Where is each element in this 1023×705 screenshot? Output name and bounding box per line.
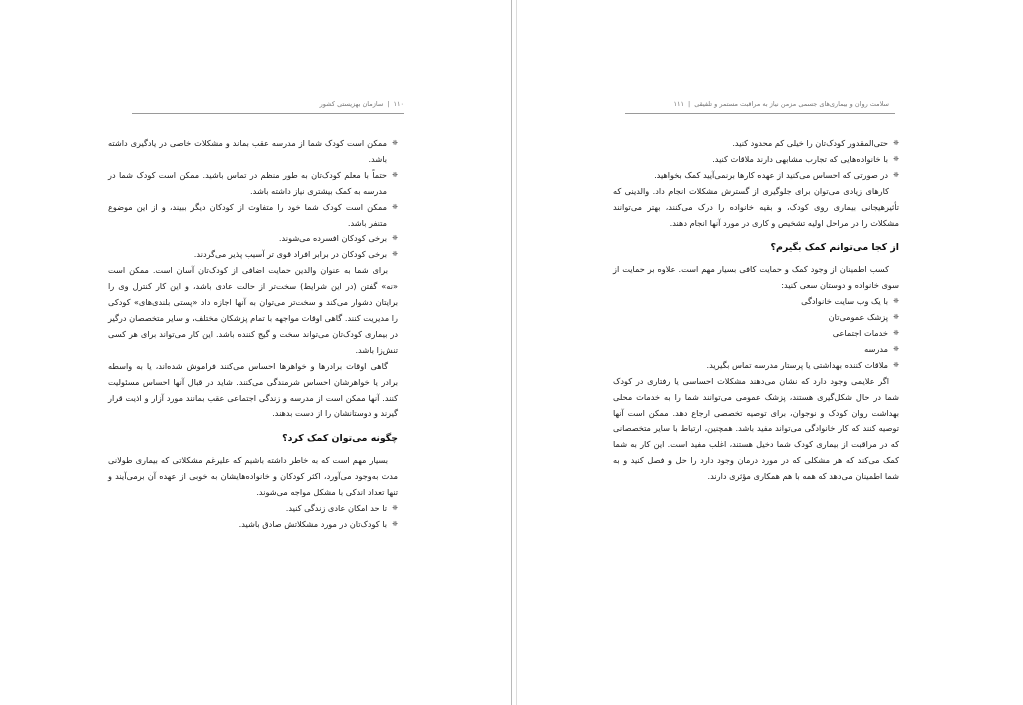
bullet-item: ❈ برخی کودکان در برابر افراد قوی تر آسیب پذیر می‌گردند. bbox=[108, 247, 398, 263]
left-page bbox=[0, 0, 511, 705]
section-heading: چگونه می‌توان کمک کرد؟ bbox=[282, 433, 398, 445]
left-header-separator: | bbox=[387, 100, 390, 108]
bullet-item: ❈ برخی کودکان افسرده می‌شوند. bbox=[108, 231, 398, 247]
bullet-item: ❈ ممکن است کودک شما از مدرسه عقب بماند و مشکلات خاصی در یادگیری داشته باشد. bbox=[108, 136, 398, 168]
paragraph: کسب اطمینان از وجود کمک و حمایت کافی بسیار مهم است. علاوه بر حمایت از سوی خانواده و دوستان سعی کنید: bbox=[613, 264, 899, 291]
bullet-item: ❈ حتی‌المقدور کودک‌تان را خیلی کم محدود کنید. bbox=[613, 136, 899, 152]
left-header-rule bbox=[132, 113, 404, 114]
bullet-item: ❈ حتماً با معلم کودک‌تان به طور منظم در تماس باشید. ممکن است کودک شما در مدرسه به کمک بیشتری نیاز داشته باشد. bbox=[108, 168, 398, 200]
left-page-header bbox=[132, 98, 404, 110]
paragraph: گاهی اوقات برادرها و خواهرها احساس می‌کنند فراموش شده‌اند، یا به واسطه برادر یا خواهرشان احساس شرمندگی می‌کنند. شاید در قبال آنها احساس مسئولیت کنند. آنها ممکن است از مدرسه و زندگی اجتماعی عقب بمانند مورد آزار و اذیت قرار گیرند و دوستانشان را از دست بدهند. bbox=[108, 360, 398, 419]
paragraph: اگر علایمی وجود دارد که نشان می‌دهند مشکلات احساسی یا رفتاری در کودک شما در حال شکل‌گیری هستند، پزشک عمومی می‌توانند شما را به خدمات محلی بهداشت روان کودک و نوجوان، برای توصیه تخصصی ارجاع دهد. ممکن است آنها توصیه کنند که کار خانوادگی می‌تواند مفید باشد. همچنین، ارتباط با سایر متخصصانی که در مراقبت از بیماری کودک شما دخیل هستند، اغلب مفید است. این کار به شما کمک می‌کند که هر مشکلی که در مورد درمان وجود دارد را حل و فصل کنید و به شما اطمینان می‌دهد که همه با هم همکاری مؤثری دارند. bbox=[613, 375, 899, 482]
right-page bbox=[517, 0, 1023, 705]
bullet-item: ❈ با خانواده‌هایی که تجارب مشابهی دارند ملاقات کنید. bbox=[613, 152, 899, 168]
paragraph: بسیار مهم است که به خاطر داشته باشیم که علیرغم مشکلاتی که بیماری طولانی مدت به‌وجود می‌آورد، اکثر کودکان و خانواده‌هایشان به خوبی از عهده آن برمی‌آیند و تنها تعداد اندکی با مشکل مواجه می‌شوند. bbox=[108, 455, 398, 498]
section-heading: از کجا می‌توانم کمک بگیرم؟ bbox=[770, 242, 899, 254]
bullet-item: ❈ مدرسه bbox=[613, 342, 899, 358]
paragraph: برای شما به عنوان والدین حمایت اضافی از کودک‌تان آسان است. ممکن است «نه» گفتن (در این شرایط) سخت‌تر از حالت عادی باشد، و این کار کنترل وی را برایتان دشوار می‌کند و سخت‌تر می‌توان به آنها اجازه داد «پستی بلندی‌های» کودکی را مدیریت کنند. گاهی اوقات مواجهه با تمام پزشکان مختلف، و سایر متخصصان درگیر در بیماری کودک‌تان می‌تواند سخت و گیج کننده باشد. این کار می‌تواند برای هر کسی تنش‌زا باشد. bbox=[108, 265, 398, 355]
bullet-item: ❈ با کودک‌تان در مورد مشکلاتش صادق باشید. bbox=[108, 517, 398, 533]
bullet-item: ❈ ممکن است کودک شما خود را متفاوت از کودکان دیگر ببیند، و از این موضوع متنفر باشد. bbox=[108, 200, 398, 232]
right-header-title: سلامت روان و بیماری‌های جسمی مزمن نیاز به مراقبت مستمر و تلفیقی bbox=[694, 100, 889, 108]
left-header-org: سازمان بهزیستی کشور bbox=[319, 100, 384, 108]
right-page-header bbox=[625, 98, 889, 110]
left-page-number: ۱۱۰ bbox=[393, 100, 404, 108]
left-page-body bbox=[108, 136, 398, 533]
right-header-rule bbox=[625, 113, 895, 114]
right-header-separator: | bbox=[688, 100, 691, 108]
bullet-item: ❈ پزشک عمومی‌تان bbox=[613, 310, 899, 326]
bullet-item: ❈ در صورتی که احساس می‌کنید از عهده کارها برنمی‌آیید کمک بخواهید. bbox=[613, 168, 899, 184]
bullet-item: ❈ ملاقات کننده بهداشتی یا پرستار مدرسه تماس بگیرید. bbox=[613, 358, 899, 374]
paragraph: کارهای زیادی می‌توان برای جلوگیری از گسترش مشکلات انجام داد. والدینی که تأثیرهیجانی بیماری روی کودک، و بقیه خانواده را درک می‌کنند، بهتر می‌توانند مشکلات را در مراحل اولیه تشخیص و کاری در مورد آنها انجام دهند. bbox=[613, 185, 899, 228]
bullet-item: ❈ خدمات اجتماعی bbox=[613, 326, 899, 342]
right-page-number: ۱۱۱ bbox=[673, 100, 684, 108]
page-gutter-line bbox=[511, 0, 512, 705]
bullet-item: ❈ با یک وب سایت خانوادگی bbox=[613, 294, 899, 310]
right-page-body bbox=[613, 136, 899, 485]
bullet-item: ❈ تا حد امکان عادی زندگی کنید. bbox=[108, 501, 398, 517]
